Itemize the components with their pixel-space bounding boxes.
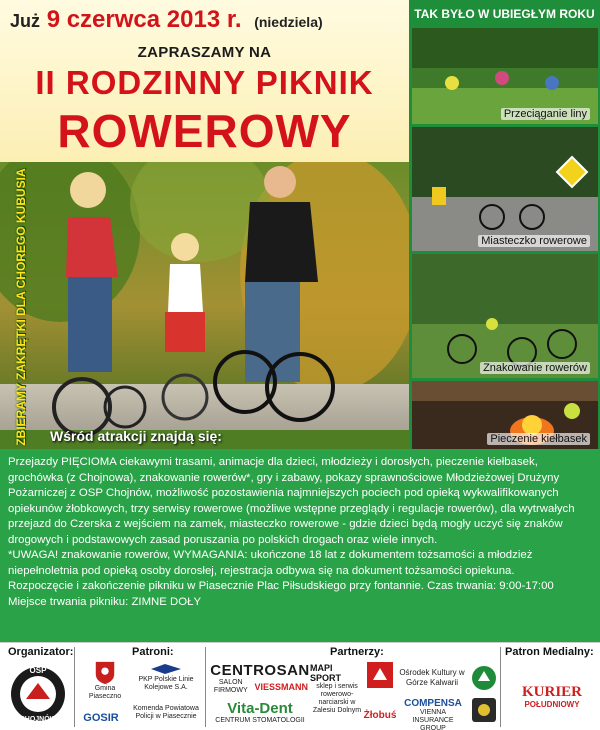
caption-tug-of-war: Przeciąganie liny bbox=[501, 108, 590, 120]
osrodek-text: Ośrodek Kultury w Górze Kalwarii bbox=[399, 668, 465, 687]
osp-bottom-text: CHOJNÓW bbox=[19, 716, 57, 723]
crest-icon bbox=[94, 661, 116, 685]
vitadent-text: Vita-Dent bbox=[227, 699, 293, 717]
media-patron-label: Patron Medialny: bbox=[505, 646, 594, 658]
gmina-text: Gmina Piaseczno bbox=[88, 685, 122, 700]
event-info bbox=[0, 449, 600, 642]
red-partner-logo bbox=[366, 661, 394, 689]
osp-chojnow-logo bbox=[10, 661, 66, 727]
collection-notice-text: ZBIERAMY ZAKRĘTKI DLA CHOREGO KUBUSIA bbox=[14, 168, 28, 446]
osrodek-logo bbox=[398, 663, 466, 693]
gosir-text: GOSIR bbox=[83, 712, 119, 724]
green-circle-emblem-icon bbox=[471, 665, 497, 691]
caption-sausage-roasting: Pieczenie kiełbasek bbox=[487, 433, 590, 445]
partner-emblem-icon bbox=[367, 662, 393, 688]
poster-header bbox=[0, 0, 409, 162]
separator bbox=[205, 647, 206, 727]
mapisport-logo bbox=[310, 665, 364, 713]
last-year-heading: TAK BYŁO W UBIEGŁYM ROKU bbox=[414, 7, 595, 21]
title-line-1: II RODZINNY PIKNIK bbox=[35, 64, 374, 101]
dark-badge-icon bbox=[471, 697, 497, 723]
kurier-bottom-text: POŁUDNIOWY bbox=[524, 699, 580, 709]
kurier-poludniowy-logo bbox=[512, 679, 592, 713]
police-logo bbox=[132, 699, 200, 727]
event-date bbox=[10, 6, 323, 34]
vitadent-sub-text: CENTRUM STOMATOLOGII bbox=[215, 716, 305, 724]
police-text: Komenda Powiatowa Policji w Piasecznie bbox=[133, 705, 199, 720]
photo-bike-marking bbox=[412, 254, 598, 378]
info-attractions: Przejazdy PIĘCIOMA ciekawymi trasami, animacje dla dzieci, młodzieży i dorosłych, pieczenie kiełbasek, grochówka (z Chojnowa), znakowanie rowerów*, gry i zabawy, pokazy sprawnościowe Młodzieżowej Drużyny Pożarniczej z OSP Chojnów, możliwość pozostawienia najmniejszych pociech pod opieką wykwalifikowanych opiekunów żłobkowych, trzy serwisy rowerowe (możliwe wstępne przeglądy i regulacje rowerów), dla wytrwałych przejazd do Czerska z wejściem na zamek, miasteczko rowerowe - gdzie dzieci będą mogły uczyć się znaków drogowych i podstawowych zasad poruszania po polskich drogach oraz wiele innych. bbox=[8, 456, 575, 546]
invite-text: ZAPRASZAMY NA bbox=[137, 44, 272, 61]
photo-sausage-roasting bbox=[412, 381, 598, 449]
zlobus-logo bbox=[362, 703, 398, 727]
caption-bike-town: Miasteczko rowerowe bbox=[478, 235, 590, 247]
compensa-text: COMPENSA bbox=[404, 697, 462, 709]
separator bbox=[74, 647, 75, 727]
zlobus-text: Żłobuś bbox=[363, 709, 397, 721]
date-prefix: Już bbox=[10, 11, 41, 31]
photo-tug-of-war bbox=[412, 28, 598, 124]
collection-notice bbox=[14, 168, 28, 446]
gmina-piaseczno-logo bbox=[82, 661, 128, 701]
centrosan-logo bbox=[212, 659, 308, 681]
last-year-gallery bbox=[409, 0, 600, 449]
separator bbox=[500, 647, 501, 727]
centrosan-sub-text: SALON FIRMOWY bbox=[213, 679, 248, 694]
mapisport-sub-text: sklep i serwis rowerowo-narciarski w Zalesiu Dolnym bbox=[312, 683, 362, 714]
highlights-label: Wśród atrakcji znajdą się: bbox=[50, 428, 222, 444]
centrosan-text: CENTROSAN bbox=[210, 661, 310, 679]
kurier-top-text: KURIER bbox=[521, 683, 582, 700]
date-weekday: (niedziela) bbox=[254, 14, 323, 30]
pkp-text: PKP Polskie Linie Kolejowe S.A. bbox=[138, 676, 194, 691]
pkp-logo bbox=[132, 661, 200, 693]
green-partner-logos bbox=[470, 661, 498, 727]
info-location: Miejsce trwania pikniku: ZIMNE DOŁY bbox=[8, 595, 202, 608]
caption-bike-marking: Znakowanie rowerów bbox=[480, 362, 590, 374]
gosir-logo bbox=[80, 709, 122, 727]
organizer-label: Organizator: bbox=[8, 646, 74, 658]
photo-bike-town bbox=[412, 127, 598, 251]
sponsors-strip bbox=[0, 642, 600, 730]
vitadent-logo bbox=[212, 697, 308, 727]
compensa-sub-text: VIENNA INSURANCE GROUP bbox=[412, 708, 454, 730]
patrons-label: Patroni: bbox=[132, 646, 174, 658]
partners-label: Partnerzy: bbox=[330, 646, 384, 658]
info-marking-requirements: *UWAGA! znakowanie rowerów, WYMAGANIA: ukończone 18 lat z dokumentem tożsamości a młodzież niepełnoletnia pod opieką osoby dorosłej, rejestracja odbywa się na dokument tożsamości opiekuna. bbox=[8, 549, 533, 577]
viessmann-row bbox=[212, 681, 308, 693]
viessmann-text: VIESSMANN bbox=[254, 682, 308, 692]
osp-top-text: OSP bbox=[29, 666, 47, 675]
date-main: 9 czerwca 2013 r. bbox=[46, 6, 242, 33]
title-line-2: ROWEROWY bbox=[57, 105, 352, 157]
compensa-logo bbox=[400, 697, 466, 730]
main-family-photo bbox=[0, 162, 409, 449]
info-start-end: Rozpoczęcie i zakończenie pikniku w Piasecznie Plac Piłsudskiego przy fontannie. Czas trwania: 9:00-17:00 bbox=[8, 580, 554, 592]
pkp-wing-icon bbox=[149, 662, 183, 676]
mapisport-text: MAPI SPORT bbox=[310, 663, 342, 683]
